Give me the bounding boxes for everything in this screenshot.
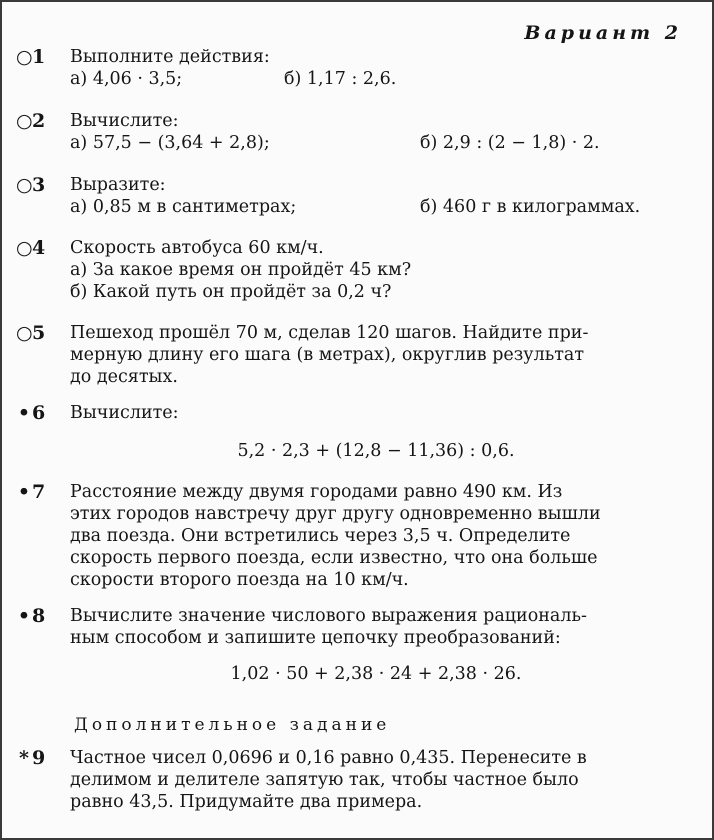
task-3-title: Выразите: — [70, 175, 166, 195]
task-1-title: Выполните действия: — [70, 47, 270, 67]
filled-bullet-icon: • — [17, 402, 31, 424]
task-6-title: Вычислите: — [70, 403, 179, 423]
task-1-a: а) 4,06 · 3,5; — [70, 69, 183, 89]
open-circle-icon: ○ — [16, 322, 33, 344]
task-5-line: до десятых. — [70, 367, 178, 387]
task-2-b: б) 2,9 : (2 − 1,8) · 2. — [420, 133, 600, 153]
task-3-a: а) 0,85 м в сантиметрах; — [70, 197, 297, 217]
filled-bullet-icon: • — [17, 481, 31, 503]
task-8-line: Вычислите значение числового выражения рациональ- — [70, 606, 587, 626]
task-5-line: Пешеход прошёл 70 м, сделав 120 шагов. Найдите при- — [70, 323, 589, 343]
task-7-line: два поезда. Они встретились через 3,5 ч. Определите — [70, 526, 571, 546]
task-1-marker: ○1 — [16, 46, 46, 68]
open-circle-icon: ○ — [16, 237, 33, 259]
task-2-title: Вычислите: — [70, 111, 179, 131]
task-8-line: ным способом и запишите цепочку преобразований: — [70, 628, 561, 648]
task-9-line: Частное чисел 0,0696 и 0,16 равно 0,435. Перенесите в — [70, 748, 587, 768]
asterisk-icon: * — [19, 747, 29, 769]
task-3-b: б) 460 г в килограммах. — [420, 197, 641, 217]
task-4-marker: ○4 — [16, 237, 46, 259]
task-7-line: Расстояние между двумя городами равно 490 км. Из — [70, 482, 563, 502]
task-3-marker: ○3 — [16, 174, 46, 196]
task-9-marker: * 9 — [16, 747, 68, 769]
variant-title: Вариант 2 — [524, 22, 682, 44]
task-9-line: равно 43,5. Придумайте два примера. — [70, 792, 423, 812]
task-1-b: б) 1,17 : 2,6. — [284, 69, 397, 89]
task-9-line: делимом и делителе запятую так, чтобы частное было — [70, 770, 579, 790]
open-circle-icon: ○ — [16, 46, 33, 68]
task-5-marker: ○5 — [16, 322, 46, 344]
task-4-a: а) За какое время он пройдёт 45 км? — [70, 260, 412, 280]
task-2-a: а) 57,5 − (3,64 + 2,8); — [70, 133, 270, 153]
task-7-line: скорости второго поезда на 10 км/ч. — [70, 570, 409, 590]
open-circle-icon: ○ — [16, 110, 33, 132]
filled-bullet-icon: • — [17, 605, 31, 627]
task-4-title: Скорость автобуса 60 км/ч. — [70, 238, 324, 258]
task-8-expression: 1,02 · 50 + 2,38 · 24 + 2,38 · 26. — [230, 664, 522, 684]
open-circle-icon: ○ — [16, 174, 33, 196]
task-7-line: скорость первого поезда, если известно, что она больше — [70, 548, 598, 568]
task-7-marker: • 7 — [17, 481, 46, 503]
task-6-marker: • 6 — [17, 402, 46, 424]
extra-task-heading: Дополнительное задание — [74, 715, 391, 735]
task-2-marker: ○2 — [16, 110, 46, 132]
task-5-line: мерную длину его шага (в метрах), округлив результат — [70, 345, 585, 365]
task-4-b: б) Какой путь он пройдёт за 0,2 ч? — [70, 282, 392, 302]
task-6-expression: 5,2 · 2,3 + (12,8 − 11,36) : 0,6. — [237, 441, 515, 461]
task-7-line: этих городов навстречу друг другу одновременно вышли — [70, 504, 601, 524]
task-8-marker: • 8 — [17, 605, 46, 627]
